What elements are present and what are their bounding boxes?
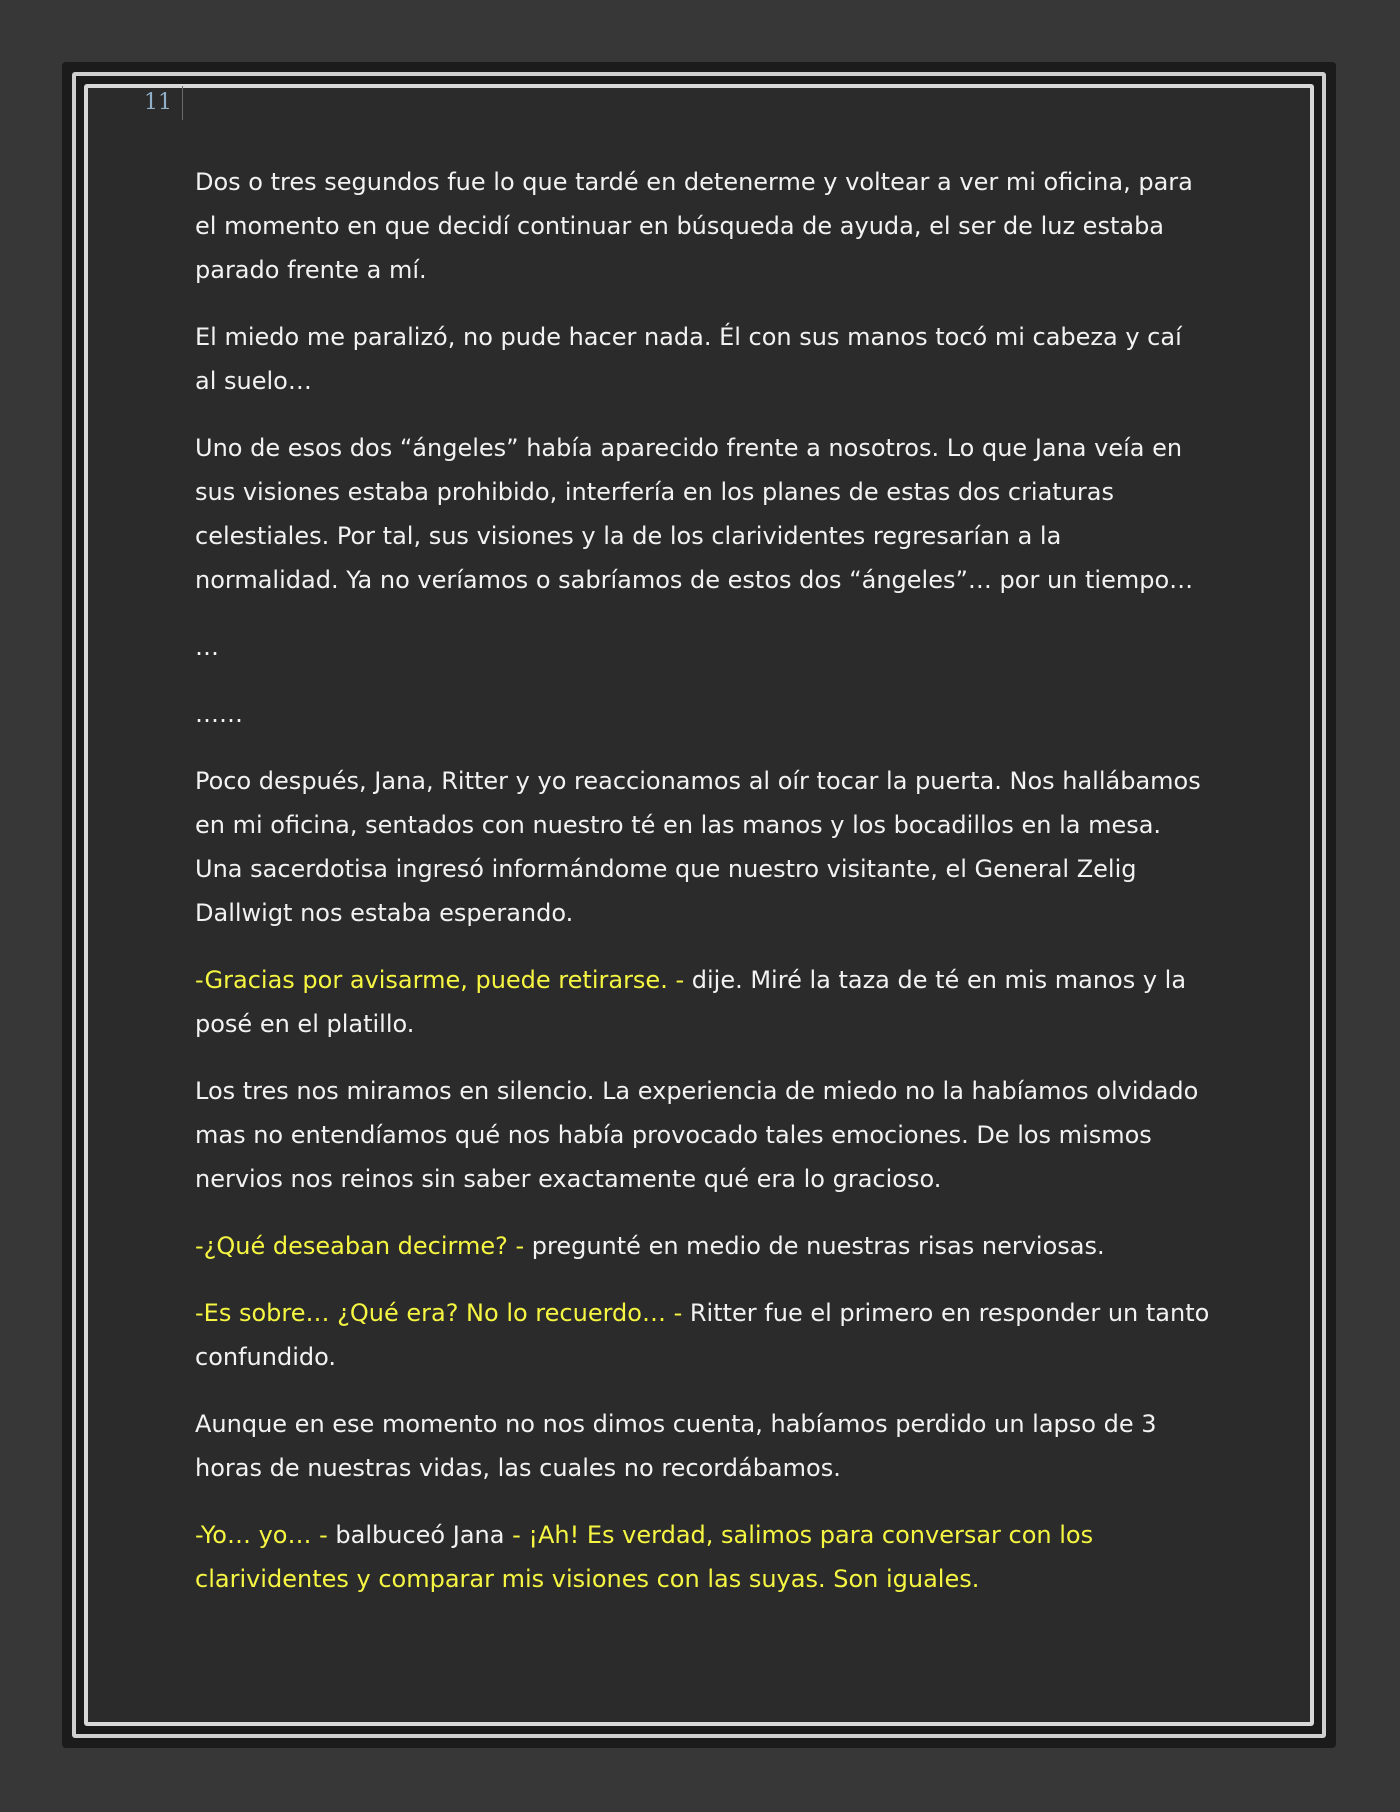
narration: pregunté en medio de nuestras risas nerviosas. xyxy=(524,1232,1105,1260)
dialog-paragraph xyxy=(195,958,1210,1046)
paragraph: Poco después, Jana, Ritter y yo reaccionamos al oír tocar la puerta. Nos hallábamos en mi oficina, sentados con nuestro té en las manos y los bocadillos en la mesa. Una sacerdotisa ingresó informándome que nuestro visitante, el General Zelig Dallwigt nos estaba esperando. xyxy=(195,767,1201,927)
paragraph: Aunque en ese momento no nos dimos cuenta, habíamos perdido un lapso de 3 horas de nuestras vidas, las cuales no recordábamos. xyxy=(195,1410,1157,1482)
scene-break: …… xyxy=(195,700,243,728)
paragraph: El miedo me paralizó, no pude hacer nada. Él con sus manos tocó mi cabeza y caí al suelo… xyxy=(195,323,1182,395)
dialog-line: -Es sobre… ¿Qué era? No lo recuerdo… - xyxy=(195,1299,683,1327)
scene-break: … xyxy=(195,633,219,661)
dialog-line: -¿Qué deseaban decirme? - xyxy=(195,1232,525,1260)
dialog-paragraph xyxy=(195,1513,1210,1601)
paragraph: Dos o tres segundos fue lo que tardé en detenerme y voltear a ver mi oficina, para el momento en que decidí continuar en búsqueda de ayuda, el ser de luz estaba parado frente a mí. xyxy=(195,168,1193,284)
paragraph: Los tres nos miramos en silencio. La experiencia de miedo no la habíamos olvidado mas no entendíamos qué nos había provocado tales emociones. De los mismos nervios nos reinos sin saber exactamente qué era lo gracioso. xyxy=(195,1077,1199,1193)
narration: dije. Miré la taza de té en mis manos y la posé en el platillo. xyxy=(195,966,1187,1038)
page-number: 11 xyxy=(144,86,183,120)
narration: balbuceó Jana xyxy=(327,1521,513,1549)
dialog-paragraph xyxy=(195,1291,1210,1379)
dialog-line: -Yo… yo… - xyxy=(195,1521,328,1549)
dialog-line: - ¡Ah! Es verdad, salimos para conversar con los clarividentes y comparar mis visiones con las suyas. Son iguales. xyxy=(195,1521,1094,1593)
paragraph: Uno de esos dos “ángeles” había aparecido frente a nosotros. Lo que Jana veía en sus visiones estaba prohibido, interfería en los planes de estas dos criaturas celestiales. Por tal, sus visiones y la de los clarividentes regresarían a la normalidad. Ya no veríamos o sabríamos de estos dos “ángeles”… por un tiempo… xyxy=(195,434,1194,594)
narration: Ritter fue el primero en responder un tanto confundido. xyxy=(195,1299,1210,1371)
dialog-paragraph xyxy=(195,1224,1210,1268)
dialog-line: -Gracias por avisarme, puede retirarse. - xyxy=(195,966,685,994)
page-body xyxy=(195,160,1210,1624)
